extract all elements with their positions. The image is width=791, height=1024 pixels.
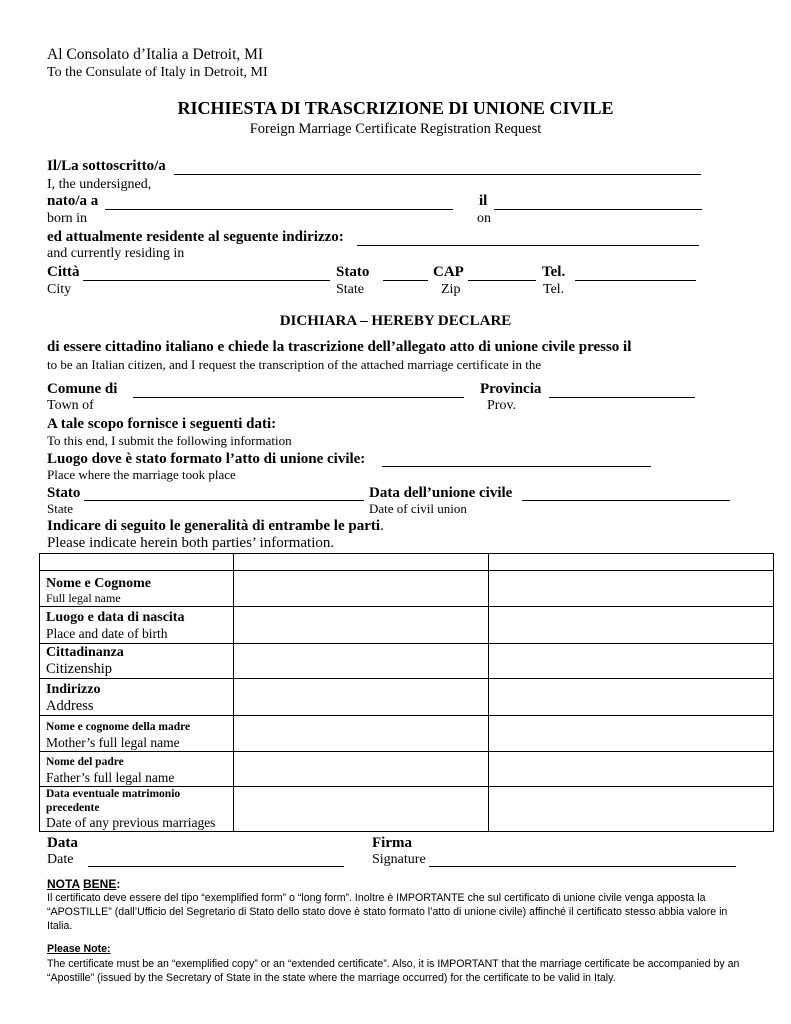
union-state-label-en: State [47, 501, 73, 516]
province-field[interactable] [549, 397, 695, 398]
form-title: RICHIESTA DI TRASCRIZIONE DI UNIONE CIVILE [177, 98, 614, 118]
date-label-en: Date [47, 852, 74, 867]
tel-field[interactable] [575, 280, 696, 281]
town-field[interactable] [133, 397, 464, 398]
nota-colon: : [116, 877, 121, 891]
row-label-cell [40, 787, 234, 832]
state-field[interactable] [383, 280, 428, 281]
declare-heading: DICHIARA – HEREBY DECLARE [279, 313, 512, 329]
union-place-field[interactable] [382, 466, 651, 467]
union-date-field[interactable] [522, 500, 730, 501]
row-label-en: Father’s full legal name [46, 770, 175, 785]
purpose-label: A tale scopo fornisce i seguenti dati: [47, 416, 277, 432]
city-label-en: City [47, 282, 72, 297]
party-2-previous-marriage-cell[interactable] [489, 787, 774, 832]
union-state-label: Stato [47, 485, 81, 501]
table-row [40, 607, 774, 644]
please-note-text: The certificate must be an “exemplified copy” or an “extended certificate”. Also, it is IMPORTANT that the marriage certificate be accompanied by an “Apostille” (issued by the Secretary of State in the state where the marriage occurred) for the certificate to be valid in Italy. [47, 958, 740, 984]
party-2-birth-cell[interactable] [489, 607, 774, 644]
parties-table [39, 553, 774, 832]
undersigned-field[interactable] [174, 174, 701, 175]
signature-label-en: Signature [372, 852, 426, 867]
undersigned-label: Il/La sottoscritto/a [47, 158, 166, 174]
row-label-cell [40, 554, 234, 571]
nota-bene-heading [47, 877, 120, 891]
row-label-en: Date of any previous marriages [46, 815, 216, 830]
consulate-address-it: Al Consolato d’Italia a Detroit, MI [47, 46, 264, 63]
row-label-cell [40, 752, 234, 787]
row-label-it: Nome del padre [46, 756, 124, 768]
state-label-en: State [336, 282, 364, 297]
born-in-label: nato/a a [47, 193, 99, 209]
nota-bene-text: Il certificato deve essere del tipo “exemplified form” o “long form”. Inoltre è IMPORTANTE che sul certificato di unione civile venga apposta la “APOSTILLE” (dall’Ufficio del Segretario di Stato dello stato dove è stato formato l’atto di unione civile) affinché il certificato stesso abbia valore in Italia. [47, 892, 728, 932]
zip-label: CAP [433, 264, 464, 280]
nota-word: NOTA [47, 877, 80, 891]
table-row [40, 752, 774, 787]
row-label-en: Place and date of birth [46, 626, 168, 641]
row-label-cell [40, 607, 234, 644]
tel-label-en: Tel. [543, 282, 565, 297]
please-note-heading: Please Note: [47, 943, 111, 955]
table-row [40, 644, 774, 679]
row-label-en: Citizenship [46, 661, 113, 677]
parties-instruction [47, 518, 384, 535]
party-2-father-cell[interactable] [489, 752, 774, 787]
row-label-it: Cittadinanza [46, 645, 124, 660]
residence-label: ed attualmente residente al seguente indirizzo: [47, 229, 344, 245]
declaration-statement: di essere cittadino italiano e chiede la trascrizione dell’allegato atto di unione civile presso il [47, 339, 632, 355]
row-label-cell [40, 644, 234, 679]
row-label-cell [40, 679, 234, 716]
party-2-name-cell[interactable] [489, 571, 774, 607]
state-label: Stato [336, 264, 370, 280]
union-date-label: Data dell’unione civile [369, 485, 513, 501]
date-label: Data [47, 835, 78, 851]
born-in-label-en: born in [47, 211, 88, 226]
born-on-field[interactable] [494, 209, 702, 210]
row-label-en: Address [46, 698, 94, 714]
table-row [40, 571, 774, 607]
party-1-birth-cell[interactable] [234, 607, 489, 644]
born-on-label-en: on [477, 211, 491, 226]
city-label: Città [47, 264, 80, 280]
row-label-en: Full legal name [46, 591, 121, 605]
town-label-en: Town of [47, 398, 94, 413]
row-label-it: Luogo e data di nascita [46, 610, 185, 625]
date-field[interactable] [88, 866, 344, 867]
party-2-mother-cell[interactable] [489, 716, 774, 752]
union-place-label-en: Place where the marriage took place [47, 467, 236, 482]
party-1-previous-marriage-cell[interactable] [234, 787, 489, 832]
residence-field[interactable] [357, 245, 699, 246]
parties-instruction-en: Please indicate herein both parties’ information. [47, 535, 335, 551]
row-label-it: Indirizzo [46, 682, 101, 697]
union-state-field[interactable] [84, 500, 364, 501]
undersigned-label-en: I, the undersigned, [47, 177, 152, 192]
party-1-name-cell[interactable] [234, 571, 489, 607]
parties-instruction-it: Indicare di seguito le generalità di entrambe le parti [47, 518, 381, 534]
table-row [40, 679, 774, 716]
residence-label-en: and currently residing in [47, 246, 185, 261]
party-1-mother-cell[interactable] [234, 716, 489, 752]
table-row [40, 787, 774, 832]
row-label-it: Nome e Cognome [46, 576, 151, 591]
party-2-address-cell[interactable] [489, 679, 774, 716]
zip-field[interactable] [468, 280, 536, 281]
born-in-field[interactable] [105, 209, 453, 210]
zip-label-en: Zip [441, 282, 461, 297]
party-1-citizenship-cell[interactable] [234, 644, 489, 679]
table-row [40, 554, 774, 571]
party-1-father-cell[interactable] [234, 752, 489, 787]
table-row [40, 716, 774, 752]
signature-field[interactable] [429, 866, 736, 867]
party-2-citizenship-cell[interactable] [489, 644, 774, 679]
province-label-en: Prov. [487, 398, 517, 413]
signature-label: Firma [372, 835, 412, 851]
bene-word: BENE [83, 877, 117, 891]
party-2-header-cell[interactable] [489, 554, 774, 571]
consulate-address-en: To the Consulate of Italy in Detroit, MI [47, 65, 268, 80]
declaration-statement-en: to be an Italian citizen, and I request the transcription of the attached marriage certificate in the [47, 357, 542, 372]
row-label-en: Mother’s full legal name [46, 735, 180, 750]
form-subtitle: Foreign Marriage Certificate Registration Request [249, 121, 542, 137]
row-label-it: Nome e cognome della madre [46, 721, 191, 733]
row-label-cell [40, 571, 234, 607]
union-date-label-en: Date of civil union [369, 501, 467, 516]
union-place-label: Luogo dove è stato formato l’atto di unione civile: [47, 451, 366, 467]
row-label-it: Data eventuale matrimonio precedente [46, 788, 181, 814]
tel-label: Tel. [542, 264, 566, 280]
province-label: Provincia [480, 381, 542, 397]
party-1-address-cell[interactable] [234, 679, 489, 716]
city-field[interactable] [83, 280, 330, 281]
party-1-header-cell[interactable] [234, 554, 489, 571]
town-label: Comune di [47, 381, 118, 397]
parties-instruction-period: . [380, 518, 384, 534]
purpose-label-en: To this end, I submit the following information [47, 433, 292, 448]
born-on-label: il [479, 193, 488, 209]
row-label-cell [40, 716, 234, 752]
